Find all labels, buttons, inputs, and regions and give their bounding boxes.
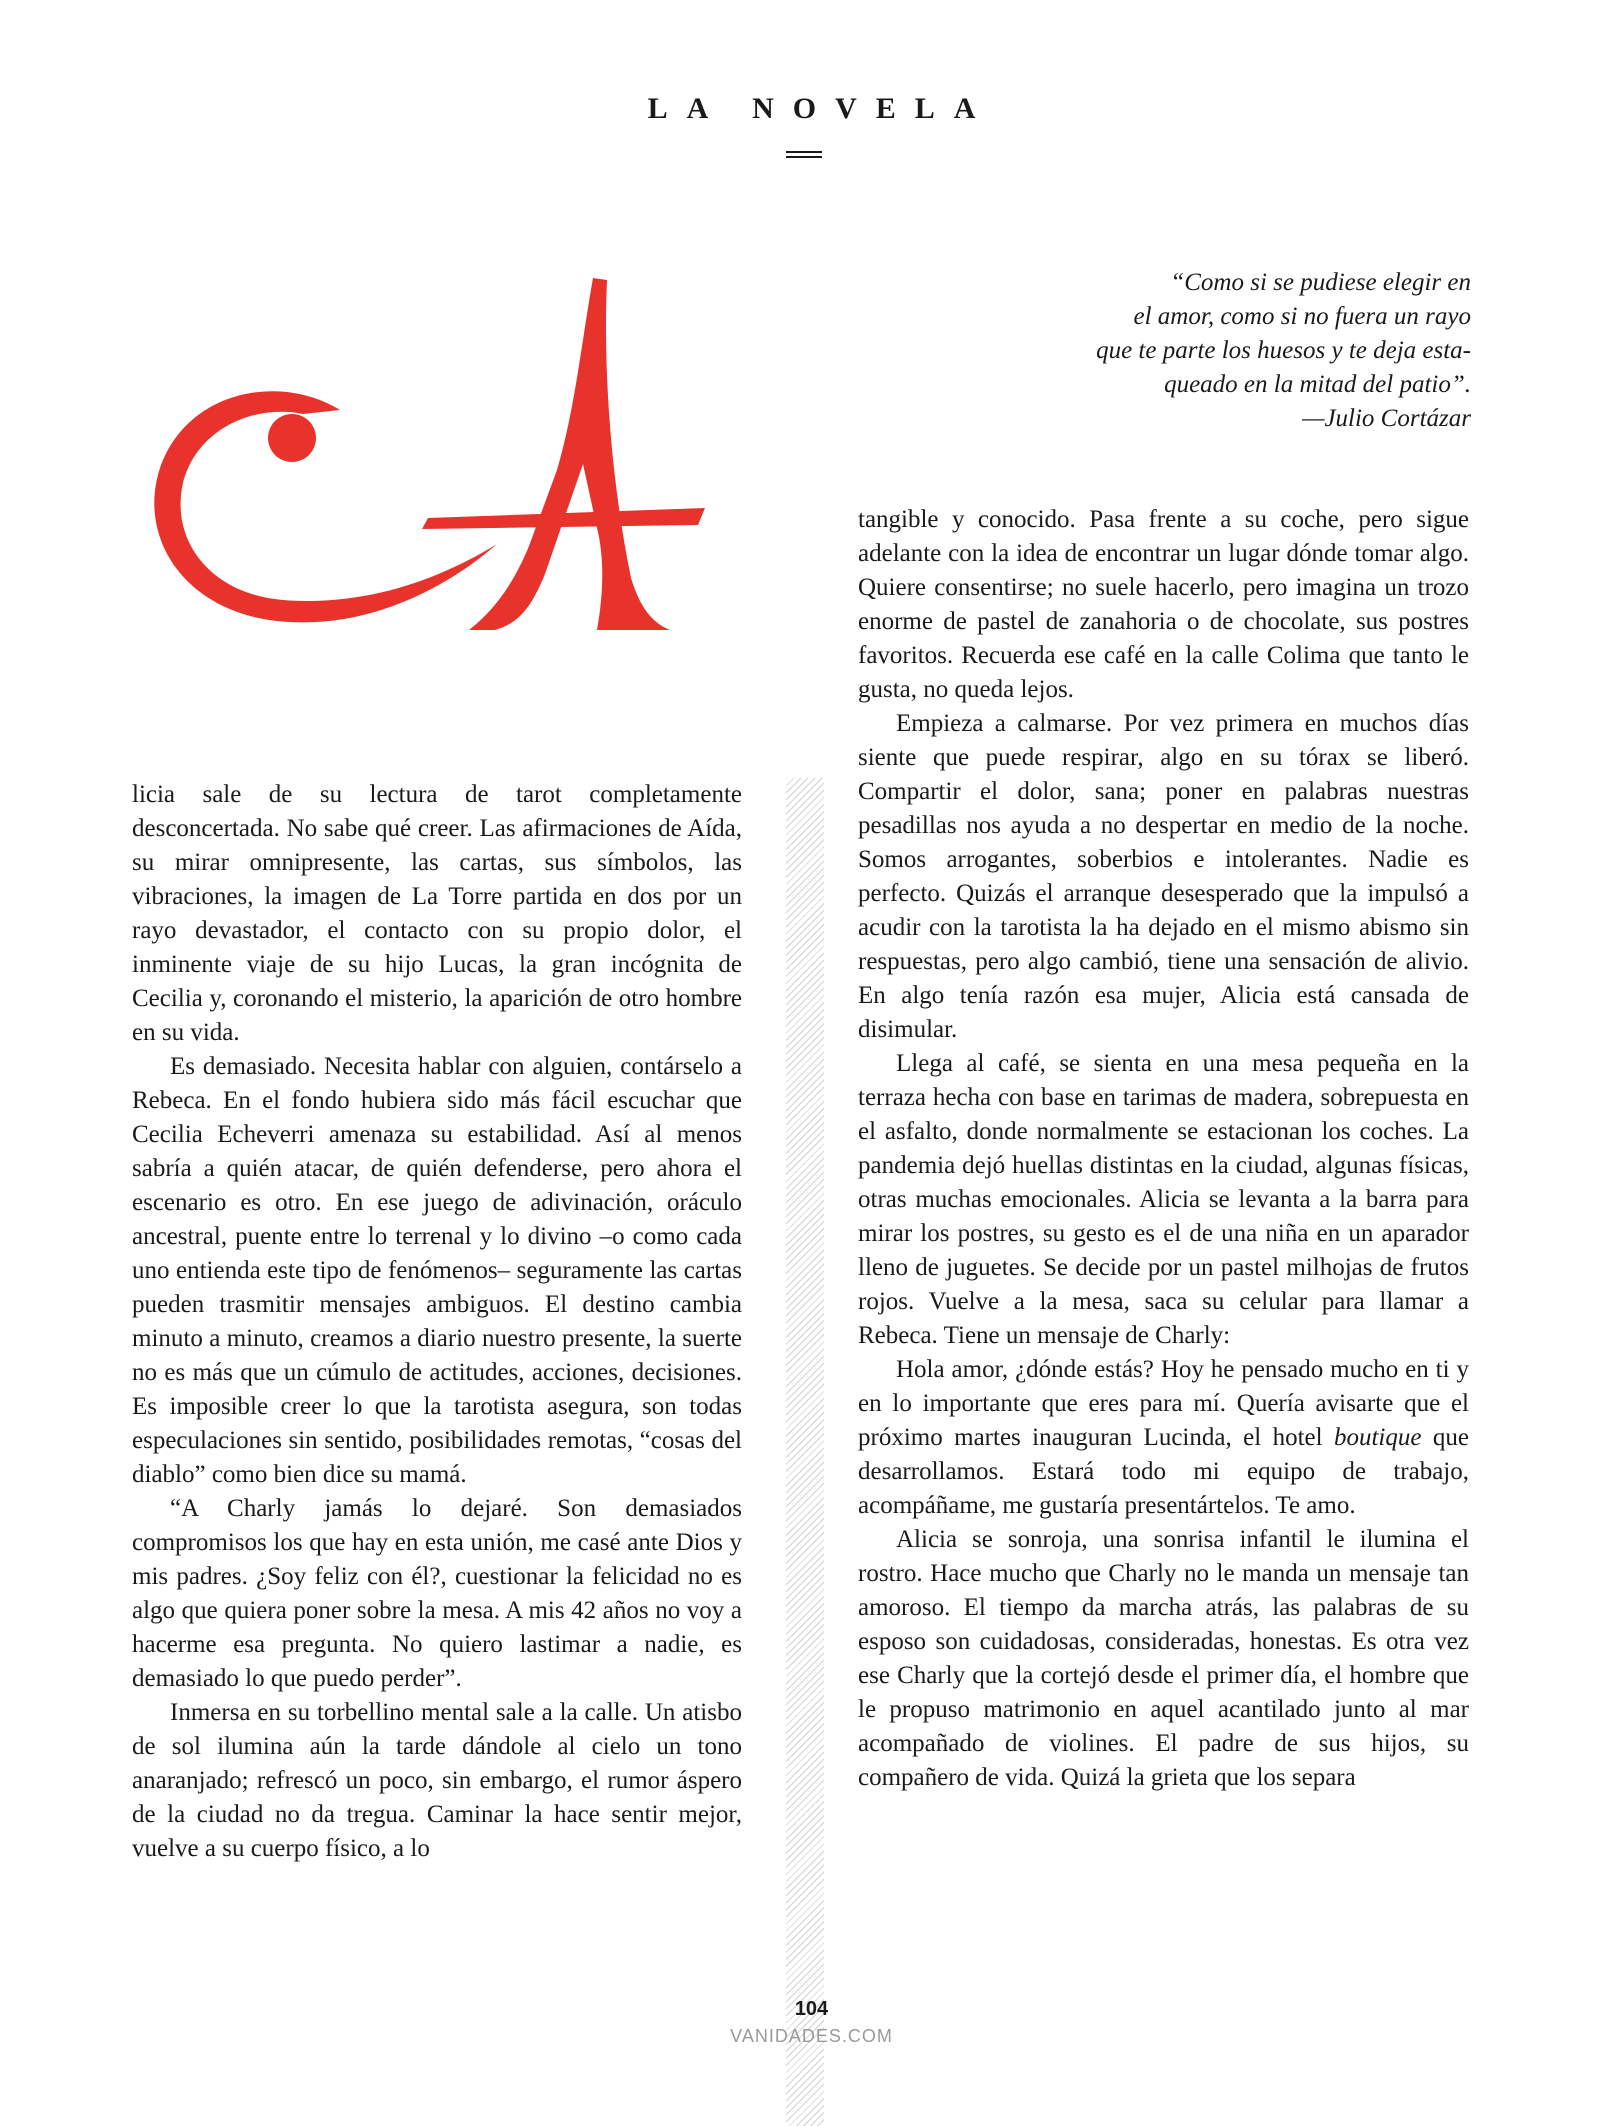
title-double-rule — [786, 151, 822, 159]
message-text: Hola amor, ¿dónde estás? Hoy he pensado mucho en ti y en lo importante que eres para mí. Quería avisarte que el próximo martes inauguran Lucinda, el hotel — [858, 1356, 1469, 1451]
section-title: LA NOVELA — [647, 92, 995, 125]
paragraph: Empieza a calmarse. Por vez primera en muchos días siente que puede respirar, algo en su tórax se liberó. Compartir el dolor, sana; poner en palabras nuestras pesadillas nos ayuda a no despertar en medio de la noche. Somos arrogantes, soberbios e intolerantes. Nadie es perfecto. Quizás el arranque desesperado que la impulsó a acudir con la tarotista la ha dejado en el mismo abismo sin respuestas, pero algo cambió, tiene una sensación de alivio. En algo tenía razón esa mujer, Alicia está cansada de disimular. — [858, 710, 1469, 1043]
message-emphasis: boutique — [1333, 1424, 1422, 1451]
website-footer: VANIDADES.COM — [730, 2026, 893, 2046]
drop-cap-dot — [268, 414, 316, 462]
ornamental-drop-cap-a-icon — [125, 278, 845, 744]
epigraph-line: el amor, como si no fuera un rayo — [1133, 303, 1471, 330]
epigraph-line: “Como si se pudiese elegir en — [1170, 269, 1471, 296]
paragraph: tangible y conocido. Pasa frente a su coche, pero sigue adelante con la idea de encontrar un lugar dónde tomar algo. Quiere consentirse; no suele hacerlo, pero imagina un trozo enorme de pastel de zanahoria o de chocolate, sus postres favoritos. Recuerda ese café en la calle Colima que tanto le gusta, no queda lejos. — [858, 506, 1469, 703]
epigraph-attribution: —Julio Cortázar — [1302, 405, 1471, 432]
paragraph: Inmersa en su torbellino mental sale a la calle. Un atisbo de sol ilumina aún la tarde dándole al cielo un tono anaranjado; refrescó un poco, sin embargo, el rumor áspero de la ciudad no da tregua. Caminar la hace sentir mejor, vuelve a su cuerpo físico, a lo — [132, 1699, 742, 1862]
epigraph-quote — [971, 266, 1471, 436]
drop-cap-stem — [469, 278, 670, 630]
drop-cap-swash — [154, 391, 497, 622]
page-number: 104 — [794, 1998, 829, 2020]
article-column-left — [132, 778, 742, 1866]
epigraph-line: que te parte los huesos y te deja esta- — [1096, 337, 1471, 364]
hatched-column-divider — [786, 778, 824, 2126]
text-message-paragraph — [858, 1353, 1469, 1523]
paragraph: Llega al café, se sienta en una mesa pequeña en la terraza hecha con base en tarimas de madera, sobrepuesta en el asfalto, donde normalmente se estacionan los coches. La pandemia dejó huellas distintas en la ciudad, algunas físicas, otras muchas emocionales. Alicia se levanta a la barra para mirar los postres, su gesto es el de una niña en un aparador lleno de juguetes. Se decide por un pastel milhojas de frutos rojos. Vuelve a la mesa, saca su celular para llamar a Rebeca. Tiene un mensaje de Charly: — [858, 1050, 1469, 1349]
paragraph: licia sale de su lectura de tarot completamente desconcertada. No sabe qué creer. Las afirmaciones de Aída, su mirar omnipresente, las cartas, sus símbolos, las vibraciones, la imagen de La Torre partida en dos por un rayo devastador, el contacto con su propio dolor, el inminente viaje de su hijo Lucas, la gran incógnita de Cecilia y, coronando el misterio, la aparición de otro hombre en su vida. — [132, 781, 742, 1046]
message-text: que desarrollamos. Estará todo mi equipo de trabajo, acompáñame, me gustaría presentártelos. Te amo. — [858, 1424, 1469, 1519]
paragraph: Es demasiado. Necesita hablar con alguien, contárselo a Rebeca. En el fondo hubiera sido más fácil escuchar que Cecilia Echeverri amenaza su estabilidad. Así al menos sabría a quién atacar, de quién defenderse, pero ahora el escenario es otro. En ese juego de adivinación, oráculo ancestral, puente entre lo terrenal y lo divino –o como cada uno entienda este tipo de fenómenos– seguramente las cartas pueden trasmitir mensajes ambiguos. El destino cambia minuto a minuto, creamos a diario nuestro presente, la suerte no es más que un cúmulo de actitudes, acciones, decisiones. Es imposible creer lo que la tarotista asegura, son todas especulaciones sin sentido, posibilidades remotas, “cosas del diablo” como bien dice su mamá. — [132, 1053, 742, 1488]
paragraph: Alicia se sonroja, una sonrisa infantil le ilumina el rostro. Hace mucho que Charly no le manda un mensaje tan amoroso. El tiempo da marcha atrás, las palabras de su esposo son cuidadosas, consideradas, honestas. Es otra vez ese Charly que la cortejó desde el primer día, el hombre que le propuso matrimonio en aquel acantilado junto al mar acompañado de violines. El padre de sus hijos, su compañero de vida. Quizá la grieta que los separa — [858, 1526, 1469, 1791]
article-column-right — [858, 503, 1469, 1795]
paragraph: “A Charly jamás lo dejaré. Son demasiados compromisos los que hay en esta unión, me casé ante Dios y mis padres. ¿Soy feliz con él?, cuestionar la felicidad no es algo que quiera poner sobre la mesa. A mis 42 años no voy a hacerme esa pregunta. No quiero lastimar a nadie, es demasiado lo que puedo perder”. — [132, 1495, 742, 1692]
epigraph-line: queado en la mitad del patio”. — [1164, 371, 1471, 398]
